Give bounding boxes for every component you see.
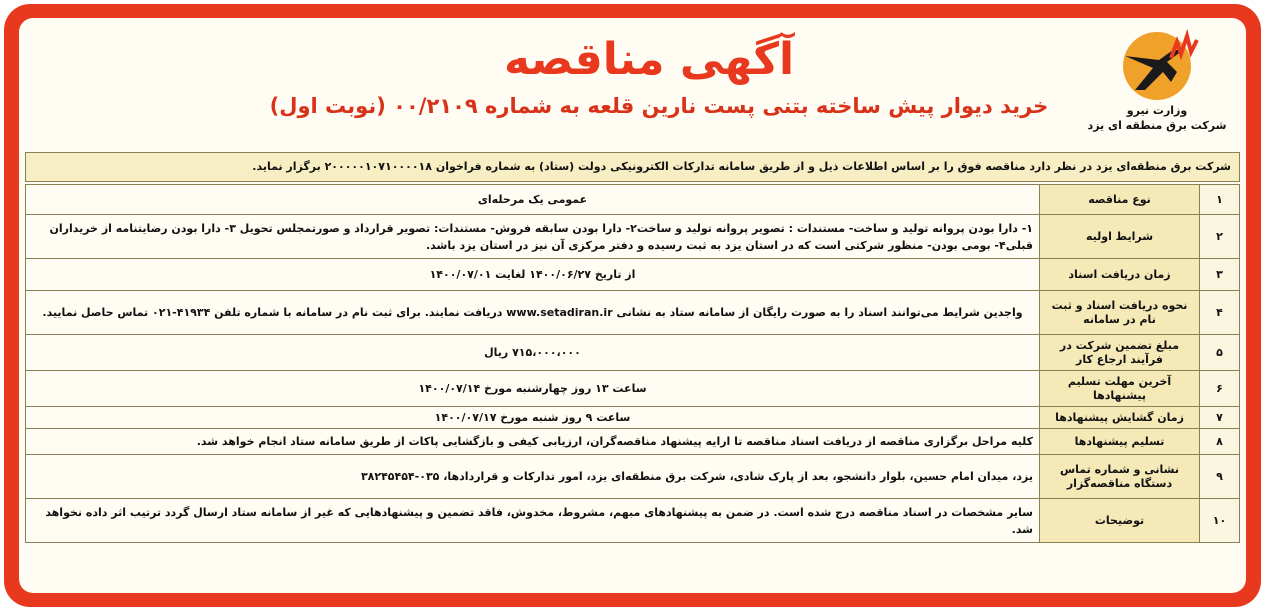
- org-logo: [1082, 28, 1232, 146]
- row-value: سایر مشخصات در اسناد مناقصه درج شده است. در ضمن به پیشنهادهای مبهم، مشروط، مخدوش، فاقد تضمین و پیشنهادهایی که غیر از سامانه ستاد ارسال گردد ترتیب اثر داده نخواهد شد.: [26, 499, 1040, 543]
- ad-title: آگهی مناقصه: [503, 34, 795, 85]
- table-row: [26, 407, 1240, 429]
- row-number: ۷: [1200, 407, 1240, 429]
- ad-subtitle: خرید دیوار پیش ساخته بتنی پست نارین قلعه به شماره ۰۰/۲۱۰۹ (نوبت اول): [269, 94, 1049, 118]
- row-label: تسلیم پیشنهادها: [1040, 429, 1200, 455]
- org-line-1: وزارت نیرو: [1126, 104, 1188, 117]
- tender-table: [25, 184, 1240, 543]
- row-value: ساعت ۱۳ روز چهارشنبه مورخ ۱۴۰۰/۰۷/۱۴: [26, 371, 1040, 407]
- row-label: زمان گشایش پیشنهادها: [1040, 407, 1200, 429]
- row-number: ۶: [1200, 371, 1240, 407]
- row-value: واجدین شرایط می‌توانند اسناد را به صورت رایگان از سامانه ستاد به نشانی www.setadiran.ir دریافت نمایند. برای ثبت نام در سامانه با شماره تلفن ۴۱۹۳۴-۰۲۱ تماس حاصل نمایید.: [26, 291, 1040, 335]
- power-ministry-logo-icon: [1111, 28, 1203, 102]
- row-label: آخرین مهلت تسلیم پیشنهادها: [1040, 371, 1200, 407]
- table-row: [26, 291, 1240, 335]
- row-value: ۷۱۵،۰۰۰،۰۰۰ ریال: [26, 335, 1040, 371]
- ad-header: [19, 18, 1246, 152]
- ad-body: [19, 18, 1246, 593]
- ad-frame: [4, 4, 1261, 607]
- row-number: ۴: [1200, 291, 1240, 335]
- table-row: [26, 429, 1240, 455]
- row-number: ۲: [1200, 215, 1240, 259]
- table-row: [26, 371, 1240, 407]
- intro-text: شرکت برق منطقه‌ای یزد در نظر دارد مناقصه فوق را بر اساس اطلاعات ذیل و از طریق سامانه تدارکات الکترونیکی دولت (ستاد) به شماره فراخوان ۲۰۰۰۰۰۱۰۷۱۰۰۰۰۱۸ برگزار نماید.: [25, 152, 1240, 182]
- row-value: ساعت ۹ روز شنبه مورخ ۱۴۰۰/۰۷/۱۷: [26, 407, 1040, 429]
- table-row: [26, 335, 1240, 371]
- row-value: کلیه مراحل برگزاری مناقصه از دریافت اسناد مناقصه تا ارایه پیشنهاد مناقصه‌گران، ارزیابی کیفی و بازگشایی پاکات از طریق سامانه ستاد انجام خواهد شد.: [26, 429, 1040, 455]
- table-row: [26, 259, 1240, 291]
- table-row: [26, 455, 1240, 499]
- row-number: ۹: [1200, 455, 1240, 499]
- row-number: ۸: [1200, 429, 1240, 455]
- row-value: عمومی یک مرحله‌ای: [26, 185, 1040, 215]
- row-label: مبلغ تضمین شرکت در فرآیند ارجاع کار: [1040, 335, 1200, 371]
- row-value: ۱- دارا بودن پروانه تولید و ساخت- مستندات : تصویر پروانه تولید و ساخت۲- دارا بودن سابقه فروش- مستندات: تصویر قرارداد و صورتمجلس تحویل ۳- دارا بودن رضایتنامه از خریداران قبلی۴- بومی بودن- منظور شرکتی است که در استان یزد به ثبت رسیده و دفتر مرکزی آن نیز در استان یزد باشد.: [26, 215, 1040, 259]
- row-value: از تاریخ ۱۴۰۰/۰۶/۲۷ لغایت ۱۴۰۰/۰۷/۰۱: [26, 259, 1040, 291]
- row-label: نحوه دریافت اسناد و ثبت نام در سامانه: [1040, 291, 1200, 335]
- row-label: شرایط اولیه: [1040, 215, 1200, 259]
- table-row: [26, 499, 1240, 543]
- row-label: نشانی و شماره تماس دستگاه مناقصه‌گزار: [1040, 455, 1200, 499]
- row-label: نوع مناقصه: [1040, 185, 1200, 215]
- table-row: [26, 215, 1240, 259]
- row-label: توضیحات: [1040, 499, 1200, 543]
- table-row: [26, 185, 1240, 215]
- row-label: زمان دریافت اسناد: [1040, 259, 1200, 291]
- row-value: یزد، میدان امام حسین، بلوار دانشجو، بعد از پارک شادی، شرکت برق منطقه‌ای یزد، امور تدارکات و قراردادها، ۰۳۵-۳۸۲۴۵۴۵۴: [26, 455, 1040, 499]
- row-number: ۱: [1200, 185, 1240, 215]
- org-line-2: شرکت برق منطقه ای یزد: [1087, 119, 1227, 132]
- row-number: ۳: [1200, 259, 1240, 291]
- row-number: ۱۰: [1200, 499, 1240, 543]
- row-number: ۵: [1200, 335, 1240, 371]
